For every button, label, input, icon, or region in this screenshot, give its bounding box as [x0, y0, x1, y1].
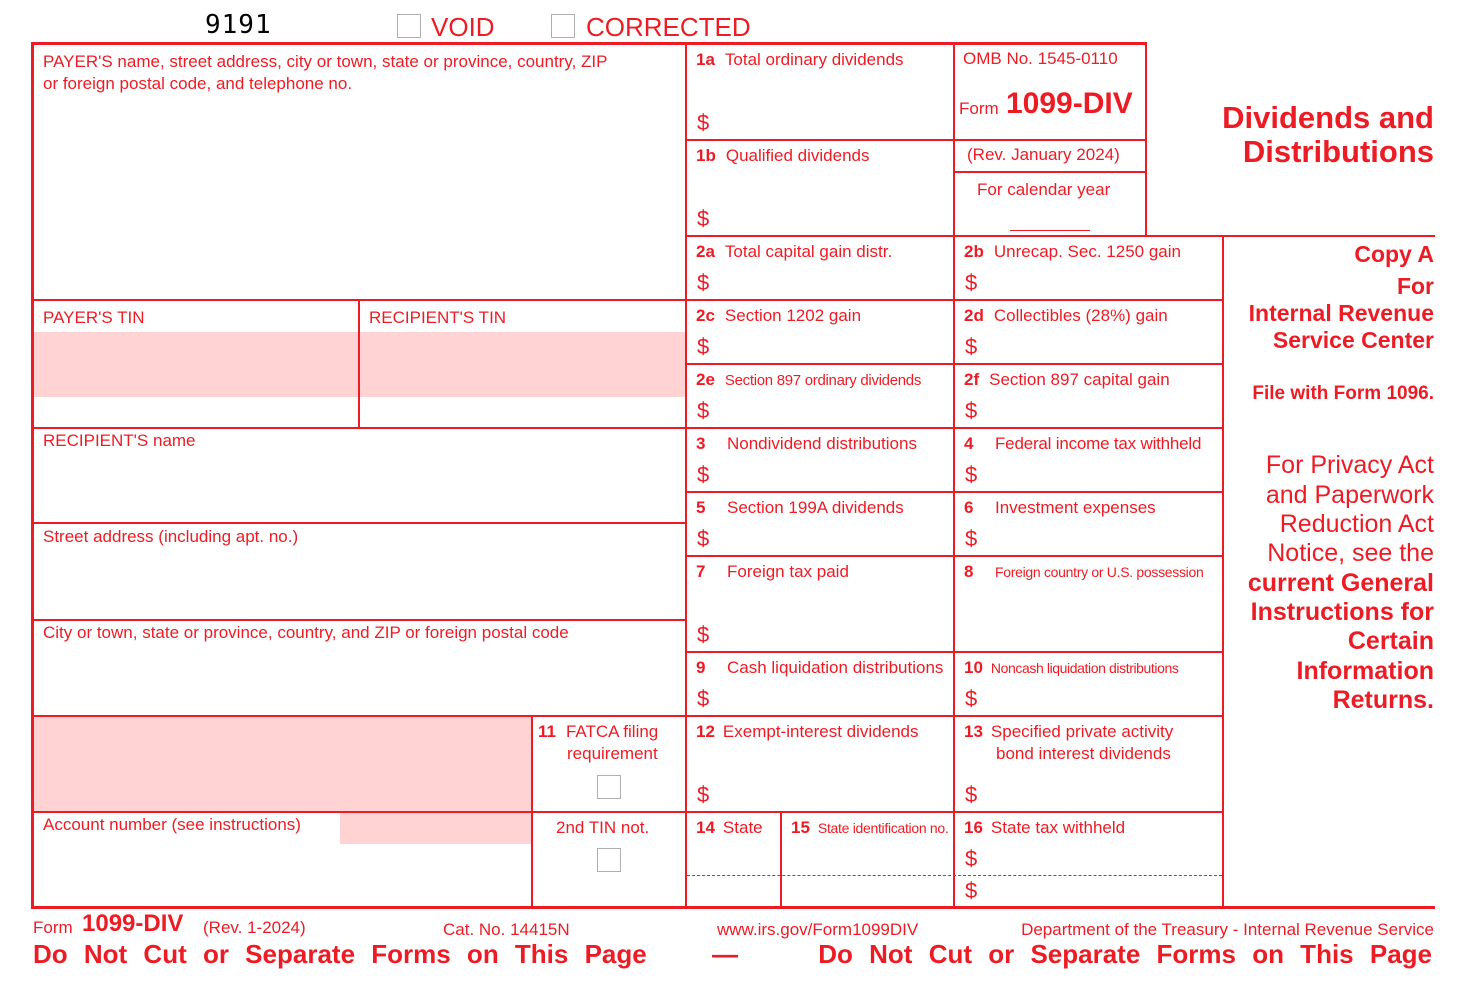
box-13-label: 13 Specified private activity: [964, 722, 1174, 741]
recipient-name-field[interactable]: [35, 455, 683, 520]
corrected-checkbox[interactable]: [551, 14, 575, 38]
box-2a-label: 2a Total capital gain distr.: [696, 242, 893, 261]
box-2a-dollar: $: [697, 270, 710, 295]
city-label: City or town, state or province, country, and ZIP or foreign postal code: [43, 623, 569, 642]
privacy-line-1: For Privacy Act: [1265, 451, 1434, 479]
payer-tin-label: PAYER'S TIN: [43, 308, 145, 327]
box-16-dollar-1: $: [965, 846, 978, 871]
second-tin-checkbox[interactable]: [597, 848, 621, 872]
box-7-label: 7 Foreign tax paid: [696, 562, 849, 581]
box-1b-label: 1b Qualified dividends: [696, 146, 870, 165]
box-5-field[interactable]: [716, 524, 949, 552]
box-4-label: 4 Federal income tax withheld: [964, 434, 1202, 453]
box-2c-label: 2c Section 1202 gain: [696, 306, 862, 325]
box-6-field[interactable]: [984, 524, 1218, 552]
street-address-label: Street address (including apt. no.): [43, 527, 299, 546]
account-number-field[interactable]: [35, 845, 529, 904]
box-14-label: 14 State: [696, 818, 763, 837]
box-16-field-2[interactable]: [984, 878, 1218, 904]
box-9-field[interactable]: [716, 684, 949, 712]
box-10-field[interactable]: [984, 684, 1218, 712]
privacy-line-6: Instructions for: [1250, 598, 1434, 626]
copy-service-center: Service Center: [1272, 327, 1434, 353]
box-2d-field[interactable]: [984, 332, 1218, 360]
box-2a-field[interactable]: [716, 268, 949, 296]
box-2e-dollar: $: [697, 398, 710, 423]
footer-url: www.irs.gov/Form1099DIV: [717, 920, 919, 939]
fatca-checkbox[interactable]: [597, 775, 621, 799]
form-code: 9191: [205, 10, 272, 40]
box-12-label: 12 Exempt-interest dividends: [696, 722, 919, 741]
box-8-field[interactable]: [960, 590, 1218, 648]
account-shade: [340, 813, 531, 844]
box-3-label: 3 Nondividend distributions: [696, 434, 917, 453]
box-15-field[interactable]: [784, 842, 950, 904]
footer-form-word: Form: [33, 918, 73, 937]
payer-name-field[interactable]: [35, 96, 683, 296]
box-2c-dollar: $: [697, 334, 710, 359]
blank-shade: [33, 717, 531, 811]
box-2f-dollar: $: [965, 398, 978, 423]
account-number-label: Account number (see instructions): [43, 815, 301, 834]
box-6-label: 6 Investment expenses: [964, 498, 1156, 517]
privacy-line-4: Notice, see the: [1267, 539, 1434, 567]
form-title-line-1: Dividends and: [1222, 100, 1434, 135]
box-14-field[interactable]: [689, 842, 777, 904]
box-2b-dollar: $: [965, 270, 978, 295]
box-6-dollar: $: [965, 526, 978, 551]
payer-name-label: PAYER'S name, street address, city or town, state or province, country, ZIP: [43, 52, 608, 71]
box-2c-field[interactable]: [716, 332, 949, 360]
recipient-tin-field[interactable]: [362, 332, 684, 426]
box-2d-label: 2d Collectibles (28%) gain: [964, 306, 1168, 325]
box-2b-label: 2b Unrecap. Sec. 1250 gain: [964, 242, 1181, 261]
box-7-dollar: $: [697, 622, 710, 647]
box-1a-dollar: $: [697, 110, 710, 135]
box-12-field[interactable]: [716, 780, 949, 808]
copy-irs: Internal Revenue: [1248, 300, 1434, 326]
file-with-1096: File with Form 1096.: [1252, 383, 1434, 404]
privacy-line-5: current General: [1247, 569, 1434, 597]
footer-revision: (Rev. 1-2024): [203, 918, 306, 937]
box-12-dollar: $: [697, 782, 710, 807]
box-2b-field[interactable]: [984, 268, 1218, 296]
footer-department: Department of the Treasury - Internal Revenue Service: [1021, 920, 1434, 939]
recipient-name-label: RECIPIENT'S name: [43, 431, 196, 450]
box-15-label: 15 State identification no.: [791, 818, 949, 837]
box-13-dollar: $: [965, 782, 978, 807]
do-not-cut-right: Do Not Cut or Separate Forms on This Page: [818, 939, 1432, 969]
box-4-dollar: $: [965, 462, 978, 487]
box-16-label: 16 State tax withheld: [964, 818, 1126, 837]
box-2d-dollar: $: [965, 334, 978, 359]
corrected-label: CORRECTED: [586, 12, 751, 42]
box-5-label: 5 Section 199A dividends: [696, 498, 904, 517]
second-tin-label: 2nd TIN not.: [556, 818, 650, 837]
footer-dash: —: [712, 939, 738, 969]
box-2e-label: 2e Section 897 ordinary dividends: [696, 370, 922, 389]
form-word: Form: [959, 99, 999, 118]
void-label: VOID: [431, 12, 495, 42]
city-field[interactable]: [35, 647, 683, 713]
payer-tin-field[interactable]: [35, 332, 357, 426]
copy-for: For: [1396, 273, 1434, 299]
box-4-field[interactable]: [984, 460, 1218, 488]
payer-name-label-2: or foreign postal code, and telephone no.: [43, 74, 353, 93]
box-1b-dollar: $: [697, 206, 710, 231]
street-address-field[interactable]: [35, 551, 683, 617]
revision: (Rev. January 2024): [967, 145, 1120, 164]
box-8-label: 8 Foreign country or U.S. possession: [964, 562, 1204, 581]
box-1a-field[interactable]: [716, 108, 949, 136]
box-1a-label: 1a Total ordinary dividends: [696, 50, 904, 69]
privacy-line-2: and Paperwork: [1265, 481, 1434, 509]
box-7-field[interactable]: [716, 620, 949, 648]
privacy-line-9: Returns.: [1332, 686, 1434, 714]
footer-form-name: 1099-DIV: [82, 910, 184, 937]
privacy-line-7: Certain: [1347, 627, 1434, 655]
box-10-dollar: $: [965, 686, 978, 711]
box-2f-field[interactable]: [984, 396, 1218, 424]
form-title-line-2: Distributions: [1242, 134, 1434, 169]
box-13-label-2: bond interest dividends: [996, 744, 1171, 763]
box-10-label: 10 Noncash liquidation distributions: [964, 658, 1179, 677]
box-3-dollar: $: [697, 462, 710, 487]
box-9-dollar: $: [697, 686, 710, 711]
void-checkbox[interactable]: [397, 14, 421, 38]
box-9-label: 9 Cash liquidation distributions: [696, 658, 944, 677]
form-name: 1099-DIV: [1006, 87, 1133, 120]
box-2f-label: 2f Section 897 capital gain: [964, 370, 1170, 389]
privacy-line-8: Information: [1296, 657, 1434, 685]
calendar-year-label: For calendar year: [977, 180, 1111, 199]
do-not-cut-left: Do Not Cut or Separate Forms on This Page: [33, 939, 647, 969]
box-11-label-2: requirement: [567, 744, 658, 763]
calendar-year-field[interactable]: [1010, 205, 1090, 230]
box-11-label: 11 FATCA filing: [538, 722, 659, 741]
box-2e-field[interactable]: [716, 396, 949, 424]
box-16-field-1[interactable]: [984, 844, 1218, 872]
privacy-line-3: Reduction Act: [1279, 510, 1434, 538]
copy-a: Copy A: [1354, 241, 1434, 267]
box-16-dollar-2: $: [965, 878, 978, 903]
box-1b-field[interactable]: [716, 204, 949, 232]
recipient-tin-label: RECIPIENT'S TIN: [369, 308, 507, 327]
box-13-field[interactable]: [984, 780, 1218, 808]
omb-number: OMB No. 1545-0110: [963, 49, 1118, 68]
footer-cat-no: Cat. No. 14415N: [443, 920, 570, 939]
box-5-dollar: $: [697, 526, 710, 551]
box-3-field[interactable]: [716, 460, 949, 488]
